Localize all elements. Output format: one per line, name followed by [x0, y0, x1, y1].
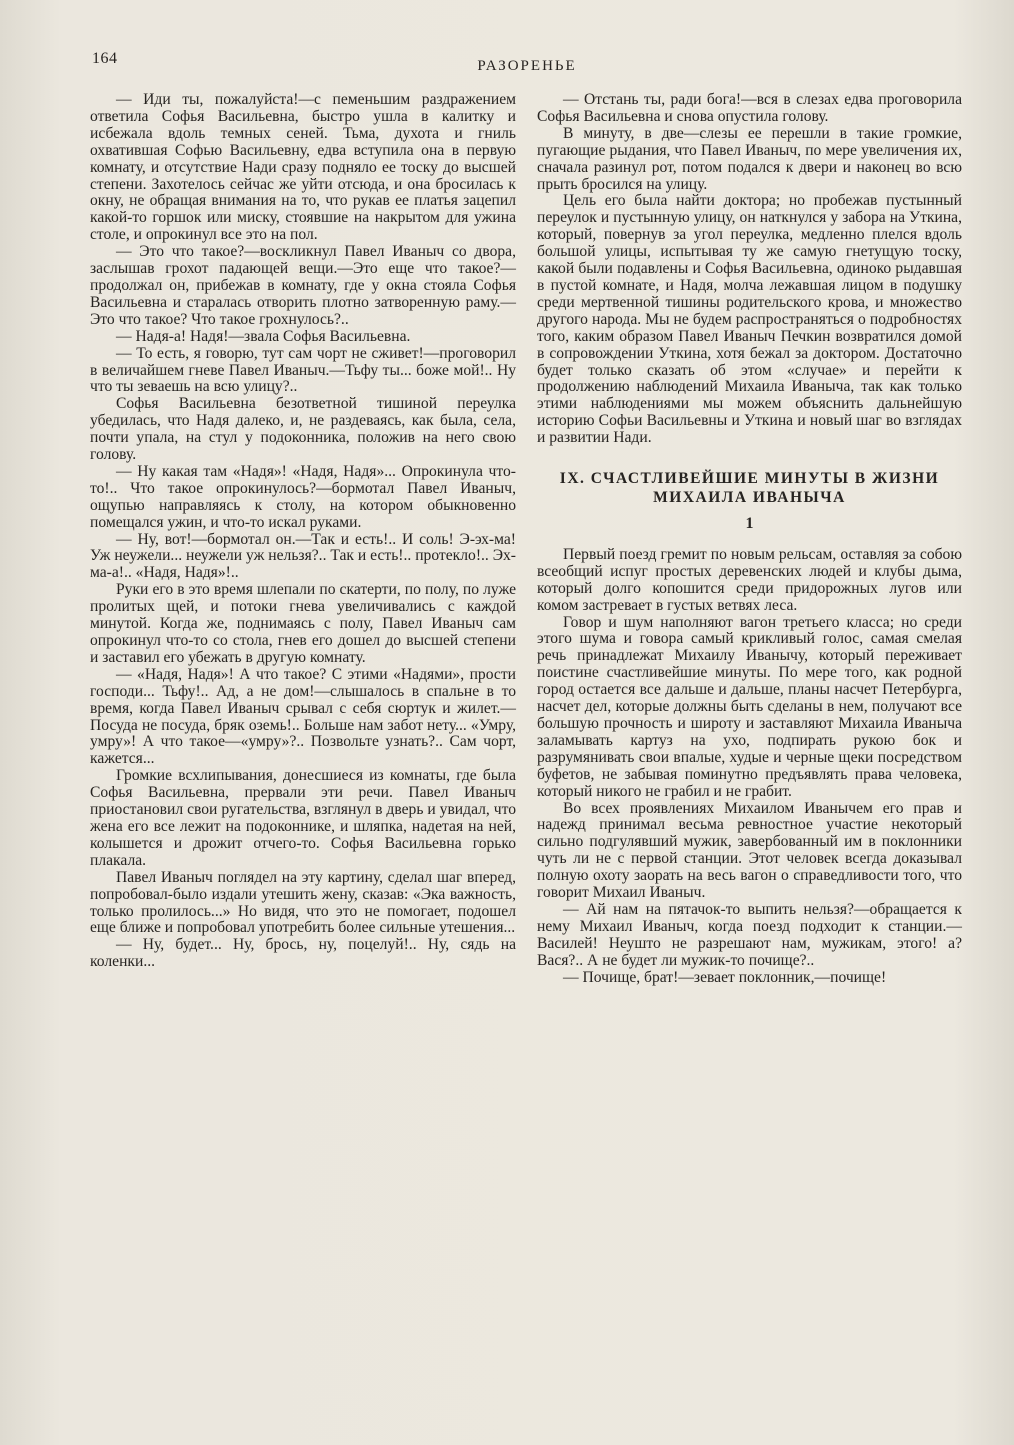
paragraph: Цель его была найти доктора; но пробежав пустынный переулок и пустынную улицу, он наткнулся у забора на Уткина, который, повернув за угол переулка, медленно плелся вдоль большой улицы, испытывая ту же самую гнетущую тоску, какой были подавлены и Софья Васильевна, одиноко рыдавшая в пустой комнате, и Надя, молча лежавшая лицом в подушку среди мертвенной тишины родительского крова, и множество другого народа. Мы не будем распространяться о подробностях того, каким образом Павел Иваныч Печкин возвратился домой в сопровождении Уткина, хотя бежал за доктором. Достаточно будет только сказать об этом «случае» и перейти к продолжению наблюдений Михаила Иваныча, так как только этими наблюдениями мы можем объяснить дальнейшую историю Софьи Васильевны и Уткина и новый шаг во взглядах и развитии Нади. [537, 192, 962, 447]
paragraph: — «Надя, Надя»! А что такое? С этими «Надями», прости господи... Тьфу!.. Ад, а не дом!—слышалось в спальне в то время, когда Павел Иваныч срывал с себя сюртук и жилет.—Посуда не посуда, бряк оземь!.. Больше нам забот нету... «Умру, умру»! А что такое—«умру»?.. Позвольте узнать?.. Сам чорт, кажется... [90, 665, 516, 768]
paragraph: — Это что такое?—воскликнул Павел Иваныч со двора, заслышав грохот падающей вещи.—Это еще что такое?—продолжал он, прибежав в комнату, где у окна стояла Софья Васильевна и старалась отворить плотно затворенную раму.—Это что такое? Что такое грохнулось?.. [90, 243, 516, 328]
paragraph: — Надя-а! Надя!—звала Софья Васильевна. [116, 327, 411, 345]
paragraph: В минуту, в две—слезы ее перешли в такие громкие, пугающие рыдания, что Павел Иваныч, по мере увеличения их, сначала разинул рот, потом подался к двери и наконец во всю прыть бросился на улицу. [537, 124, 962, 193]
right-column [537, 92, 962, 987]
running-title: РАЗОРЕНЬЕ [477, 58, 577, 74]
paragraph: — Ай нам на пятачок-то выпить нельзя?—обращается к нему Михаил Иваныч, когда поезд подходит к станции.—Василей! Неушто не разрешают нам, мужикам, этого! а? Вася?.. А не будет ли мужик-то почище?.. [537, 900, 962, 969]
paragraph: Софья Васильевна безответной тишиной переулка убедилась, что Надя далеко, и, не раздеваясь, как была, села, почти упала, на стул у подоконника, положив на него свою голову. [90, 395, 516, 464]
paragraph: Громкие всхлипывания, донесшиеся из комнаты, где была Софья Васильевна, прервали эти речи. Павел Иваныч приостановил свои ругательства, взглянул в дверь и увидал, что жена его все лежит на подоконнике, и шляпка, надетая на ней, колышется и дрожит отчего-то. Софья Васильевна горько плакала. [90, 767, 516, 869]
paragraph: — Ну, вот!—бормотал он.—Так и есть!.. И соль! Э-эх-ма! Уж неужели... неужели уж нельзя?.. Так и есть!.. протекло!.. Эх-ма-а!.. «Надя, Надя»!.. [90, 530, 516, 582]
chapter-title: IX. СЧАСТЛИВЕЙШИЕ МИНУТЫ В ЖИЗНИ МИХАИЛА ИВАНЫЧА [559, 470, 940, 507]
paragraph: Во всех проявлениях Михаилом Иванычем его прав и надежд принимал весьма ревностное участие некоторый сильно подгулявший мужик, завербованный им в поклонники чуть ли не с первой станции. Этот человек всегда доказывал полную охоту заорать на весь вагон о справедливости того, что говорит Михаил Иваныч. [537, 799, 962, 902]
paragraph: Первый поезд гремит по новым рельсам, оставляя за собою всеобщий испуг простых деревенских людей и клубы дыма, который долго копошится среди придорожных лугов или комом застревает в густых ветвях леса. [537, 545, 962, 614]
paragraph: — Ну, будет... Ну, брось, ну, поцелуй!.. Ну, сядь на коленки... [90, 936, 516, 971]
paragraph: Павел Иваныч поглядел на эту картину, сделал шаг вперед, попробовал-было издали утешить жену, сказав: «Эка важность, только пролилось...» Но видя, что это не помогает, подошел еще ближе и попробовал употребить более сильные утешения... [90, 868, 516, 937]
paragraph: Говор и шум наполняют вагон третьего класса; но среди этого шума и говора самый крикливый голос, самая смелая речь принадлежат Михаилу Иванычу, который переживает поистине счастливейшие минуты. По мере того, как родной город остается все дальше и дальше, планы насчет Петербурга, насчет дел, которые должны быть сделаны в нем, получают все большую прочность и широту и заставляют Михаила Иваныча заламывать картуз на ухо, подпирать рукою бок и разрумянивать свои впалые, худые и черные щеки посредством буфетов, не забывая поминутно предъявлять права человека, который никого не грабил и не грабит. [537, 613, 962, 800]
section-number: 1 [745, 515, 754, 533]
page-number: 164 [92, 50, 118, 67]
paragraph: — Ну какая там «Надя»! «Надя, Надя»... Опрокинула что-то!.. Что такое опрокинулось?—бормотал Павел Иваныч, ощупью направляясь к столу, на котором обыкновенно помещался ужин, и что-то искал руками. [90, 462, 516, 531]
paragraph: — Отстань ты, ради бога!—вся в слезах едва проговорила Софья Васильевна и снова опустила голову. [537, 91, 962, 125]
left-column [90, 92, 516, 971]
paragraph: Руки его в это время шлепали по скатерти, по полу, по луже пролитых щей, и потоки гнева увеличивались с каждой минутой. Когда же, поднимаясь с полу, Павел Иваныч сам опрокинул что-то со стола, гнев его дошел до высшей степени и заставил его убежать в другую комнату. [90, 581, 516, 666]
paragraph: — Почище, брат!—зевает поклонник,—почище! [563, 968, 887, 986]
paragraph: — То есть, я говорю, тут сам чорт не сживет!—проговорил в величайшем гневе Павел Иваныч.—Тьфу ты... боже мой!.. Ну что ты зеваешь на всю улицу?.. [90, 344, 516, 396]
paragraph: — Иди ты, пожалуйста!—с пеменьшим раздражением ответила Софья Васильевна, быстро ушла в калитку и исбежала вдоль темных сеней. Тьма, духота и гниль охватившая Софью Васильевну, едва вступила она в первую комнату, и отсутствие Нади сразу подняло ее тоску до высшей степени. Захотелось сейчас же уйти отсюда, и она бросилась к окну, не обращая внимания на то, что рукав ее платья зацепил какой-то горшок или миску, стоявшие на накрытом для ужина столе, и опрокинул все это на пол. [90, 91, 516, 244]
